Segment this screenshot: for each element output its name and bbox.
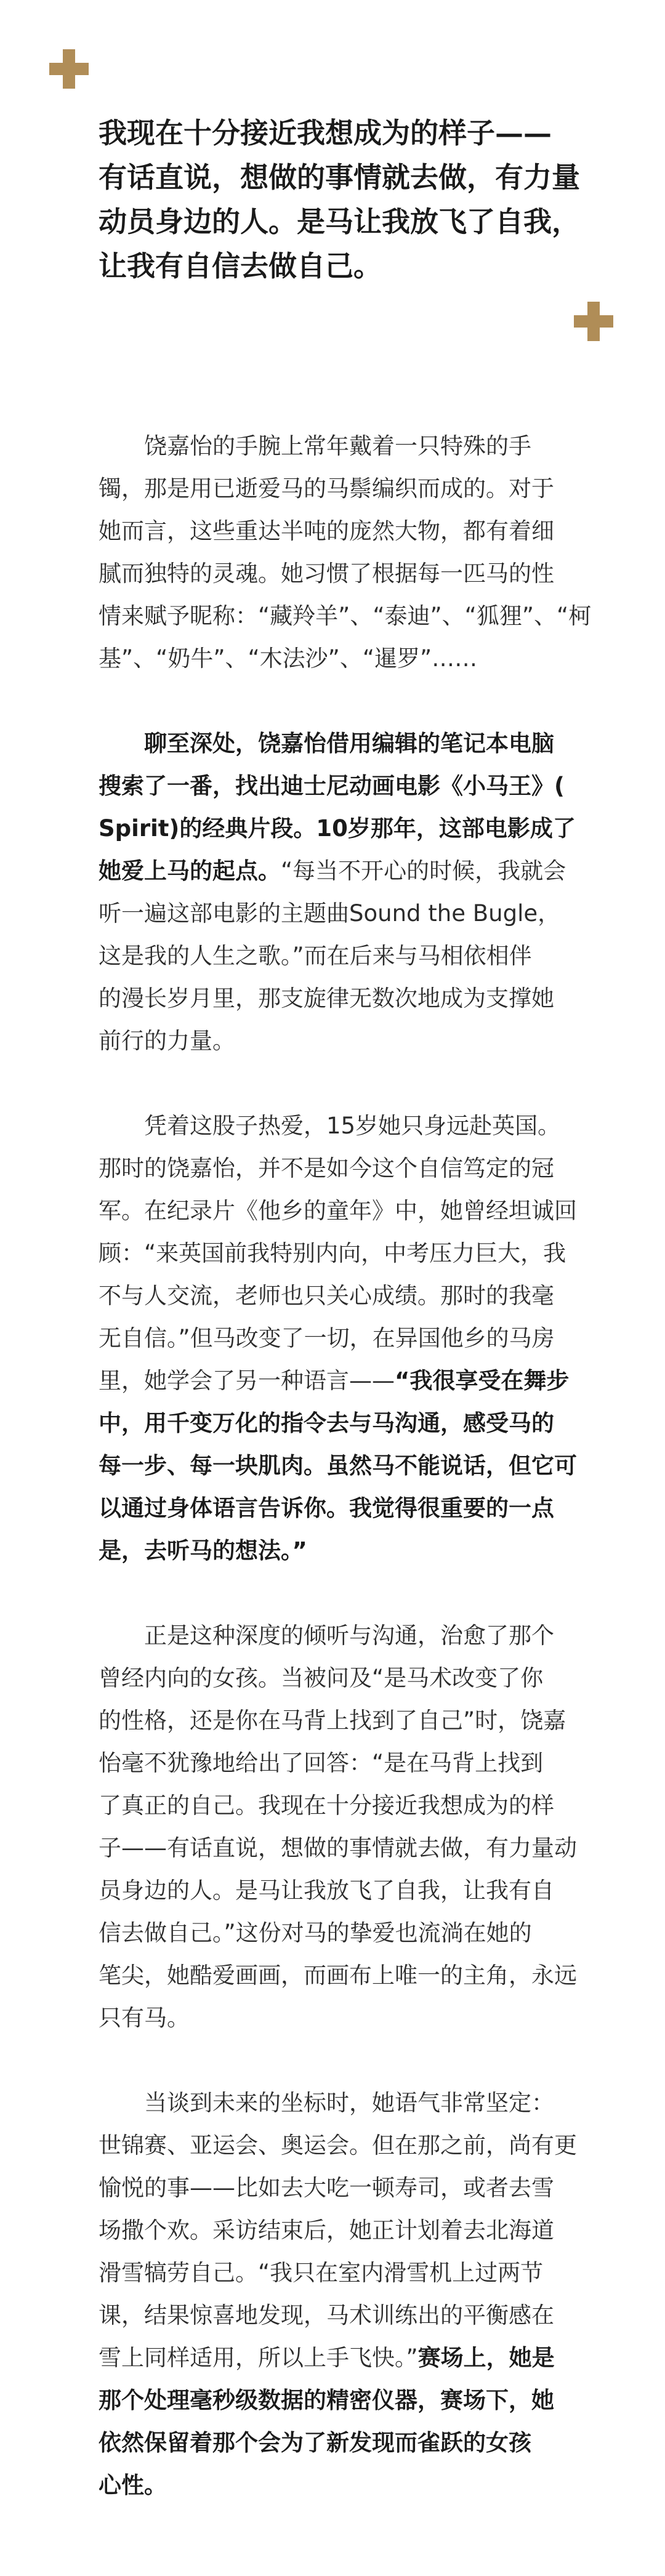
text-run: 只有马。 bbox=[99, 2005, 190, 2031]
text-run: 这是我的人生之歌。”而在后来与马相依相伴 bbox=[99, 943, 532, 969]
paragraph-line bbox=[99, 595, 592, 637]
paragraph-line bbox=[99, 2252, 566, 2294]
pull-quote-line: 动员身边的人。是马让我放飞了自我， bbox=[99, 205, 580, 238]
paragraph-line bbox=[99, 2209, 566, 2252]
bold-text: 她爱上马的起点。 bbox=[99, 858, 281, 884]
text-run: 里，她学会了另一种语言—— bbox=[99, 1367, 395, 1394]
paragraph-line bbox=[99, 977, 566, 1020]
pull-quote-line: 我现在十分接近我想成为的样子—— bbox=[99, 116, 552, 150]
paragraph-line bbox=[99, 1614, 566, 1657]
text-run: 无自信。”但马改变了一切，在异国他乡的马房 bbox=[99, 1325, 555, 1351]
text-run: 听一遍这部电影的主题曲Sound the Bugle， bbox=[99, 900, 561, 927]
paragraph-line bbox=[99, 722, 566, 765]
text-run: 情来赋予昵称：“藏羚羊”、“泰迪”、“狐狸”、“柯 bbox=[99, 603, 592, 629]
bold-text: 赛场上，她是 bbox=[417, 2345, 555, 2371]
bold-text: 心性。 bbox=[99, 2472, 167, 2498]
bold-text: 依然保留着那个会为了新发现而雀跃的女孩 bbox=[99, 2429, 531, 2456]
pull-quote bbox=[99, 111, 579, 288]
text-run: 了真正的自己。我现在十分接近我想成为的样 bbox=[99, 1792, 554, 1819]
paragraph-line bbox=[99, 1869, 566, 1912]
pull-quote-line: 让我有自信去做自己。 bbox=[99, 249, 382, 283]
text-run: 当谈到未来的坐标时，她语气非常坚定： bbox=[144, 2090, 554, 2116]
paragraph-line bbox=[99, 637, 566, 680]
paragraph-line bbox=[99, 2421, 566, 2464]
plus-icon bbox=[49, 49, 89, 89]
paragraph-line bbox=[99, 1189, 577, 1232]
paragraph-line bbox=[99, 2379, 566, 2421]
text-run: 场撒个欢。采访结束后，她正计划着去北海道 bbox=[99, 2217, 554, 2244]
paragraph-line bbox=[99, 1147, 566, 1189]
article-paragraph bbox=[99, 425, 592, 680]
bold-text: “我很享受在舞步 bbox=[395, 1367, 570, 1394]
pull-quote-line: 有话直说，想做的事情就去做，有力量 bbox=[99, 161, 580, 194]
paragraph-line bbox=[99, 1529, 566, 1572]
paragraph-line bbox=[99, 765, 566, 807]
article-paragraph bbox=[99, 722, 576, 1062]
text-run: 信去做自己。”这份对马的挚爱也流淌在她的 bbox=[99, 1920, 532, 1946]
paragraph-line bbox=[99, 1444, 577, 1487]
paragraph-line bbox=[99, 1912, 566, 1954]
bold-text: Spirit)的经典片段。10岁那年，这部电影成了 bbox=[99, 815, 576, 842]
paragraph-line bbox=[99, 467, 566, 510]
text-run: 军。在纪录片《他乡的童年》中，她曾经坦诚回 bbox=[99, 1197, 577, 1224]
text-run: 子——有话直说，想做的事情就去做，有力量动 bbox=[99, 1835, 577, 1861]
paragraph-line bbox=[99, 1784, 566, 1827]
plus-icon bbox=[574, 302, 613, 341]
text-run: 的性格，还是你在马背上找到了自己”时，饶嘉 bbox=[99, 1707, 566, 1734]
paragraph-line bbox=[99, 2124, 577, 2167]
text-run: 她而言，这些重达半吨的庞然大物，都有着细 bbox=[99, 518, 554, 544]
bold-text: 搜索了一番，找出迪士尼动画电影《小马王》( bbox=[99, 773, 565, 799]
text-run: 雪上同样适用，所以上手飞快。” bbox=[99, 2345, 418, 2371]
paragraph-line bbox=[99, 1359, 570, 1402]
text-run: 前行的力量。 bbox=[99, 1028, 235, 1054]
paragraph-line bbox=[99, 892, 566, 935]
paragraph-line bbox=[99, 1657, 566, 1699]
text-run: 基”、“奶牛”、“木法沙”、“暹罗”…… bbox=[99, 645, 478, 672]
paragraph-line bbox=[99, 1020, 566, 1062]
text-run: 愉悦的事——比如去大吃一顿寿司，或者去雪 bbox=[99, 2175, 554, 2201]
paragraph-line bbox=[99, 1232, 566, 1274]
text-run: 不与人交流，老师也只关心成绩。那时的我毫 bbox=[99, 1282, 554, 1309]
paragraph-line bbox=[99, 2294, 566, 2337]
text-run: 课，结果惊喜地发现，马术训练出的平衡感在 bbox=[99, 2302, 554, 2328]
text-run: 那时的饶嘉怡，并不是如今这个自信笃定的冠 bbox=[99, 1155, 554, 1181]
paragraph-line bbox=[99, 1954, 577, 1997]
paragraph-line bbox=[99, 510, 566, 552]
bold-text: 那个处理毫秒级数据的精密仪器，赛场下，她 bbox=[99, 2387, 554, 2413]
paragraph-line bbox=[99, 1742, 566, 1784]
paragraph-line bbox=[99, 2082, 566, 2124]
paragraph-line bbox=[99, 1402, 566, 1444]
paragraph-line bbox=[99, 1105, 566, 1147]
paragraph-line bbox=[99, 1827, 577, 1869]
bold-text: 以通过身体语言告诉你。我觉得很重要的一点 bbox=[99, 1495, 554, 1521]
paragraph-line bbox=[99, 1997, 566, 2039]
paragraph-line bbox=[99, 1274, 566, 1317]
text-run: 员身边的人。是马让我放飞了自我，让我有自 bbox=[99, 1877, 554, 1904]
text-run: 怡毫不犹豫地给出了回答：“是在马背上找到 bbox=[99, 1750, 544, 1776]
paragraph-line bbox=[99, 850, 566, 892]
bold-text: 是，去听马的想法。” bbox=[99, 1537, 307, 1564]
article-paragraph bbox=[99, 1614, 577, 2039]
text-run: 世锦赛、亚运会、奥运会。但在那之前，尚有更 bbox=[99, 2132, 577, 2159]
text-run: 正是这种深度的倾听与沟通，治愈了那个 bbox=[144, 1622, 554, 1649]
paragraph-line bbox=[99, 1699, 566, 1742]
text-run: 笔尖，她酷爱画画，而画布上唯一的主角，永远 bbox=[99, 1962, 577, 1989]
bold-text: 每一步、每一块肌肉。虽然马不能说话，但它可 bbox=[99, 1452, 577, 1479]
article-paragraph bbox=[99, 2082, 577, 2506]
paragraph-line bbox=[99, 935, 566, 977]
paragraph-line bbox=[99, 2337, 566, 2379]
paragraph-line bbox=[99, 807, 576, 850]
text-run: 顾：“来英国前我特别内向，中考压力巨大，我 bbox=[99, 1240, 566, 1266]
paragraph-line bbox=[99, 2167, 566, 2209]
text-run: 镯，那是用已逝爱马的马鬃编织而成的。对于 bbox=[99, 475, 554, 502]
text-run: 滑雪犒劳自己。“我只在室内滑雪机上过两节 bbox=[99, 2260, 544, 2286]
text-run: 凭着这股子热爱，15岁她只身远赴英国。 bbox=[144, 1113, 561, 1139]
paragraph-line bbox=[99, 552, 566, 595]
bold-text: 聊至深处，饶嘉怡借用编辑的笔记本电脑 bbox=[144, 730, 554, 757]
article-body bbox=[99, 425, 592, 2549]
paragraph-line bbox=[99, 1487, 566, 1529]
text-run: 腻而独特的灵魂。她习惯了根据每一匹马的性 bbox=[99, 560, 554, 587]
article-paragraph bbox=[99, 1105, 577, 1572]
paragraph-line bbox=[99, 2464, 566, 2506]
text-run: “每当不开心的时候，我就会 bbox=[281, 858, 566, 884]
text-run: 的漫长岁月里，那支旋律无数次地成为支撑她 bbox=[99, 985, 554, 1012]
text-run: 曾经内向的女孩。当被问及“是马术改变了你 bbox=[99, 1665, 544, 1691]
bold-text: 中，用千变万化的指令去与马沟通，感受马的 bbox=[99, 1410, 554, 1436]
text-run: 饶嘉怡的手腕上常年戴着一只特殊的手 bbox=[144, 433, 531, 459]
paragraph-line bbox=[99, 425, 566, 467]
paragraph-line bbox=[99, 1317, 566, 1359]
